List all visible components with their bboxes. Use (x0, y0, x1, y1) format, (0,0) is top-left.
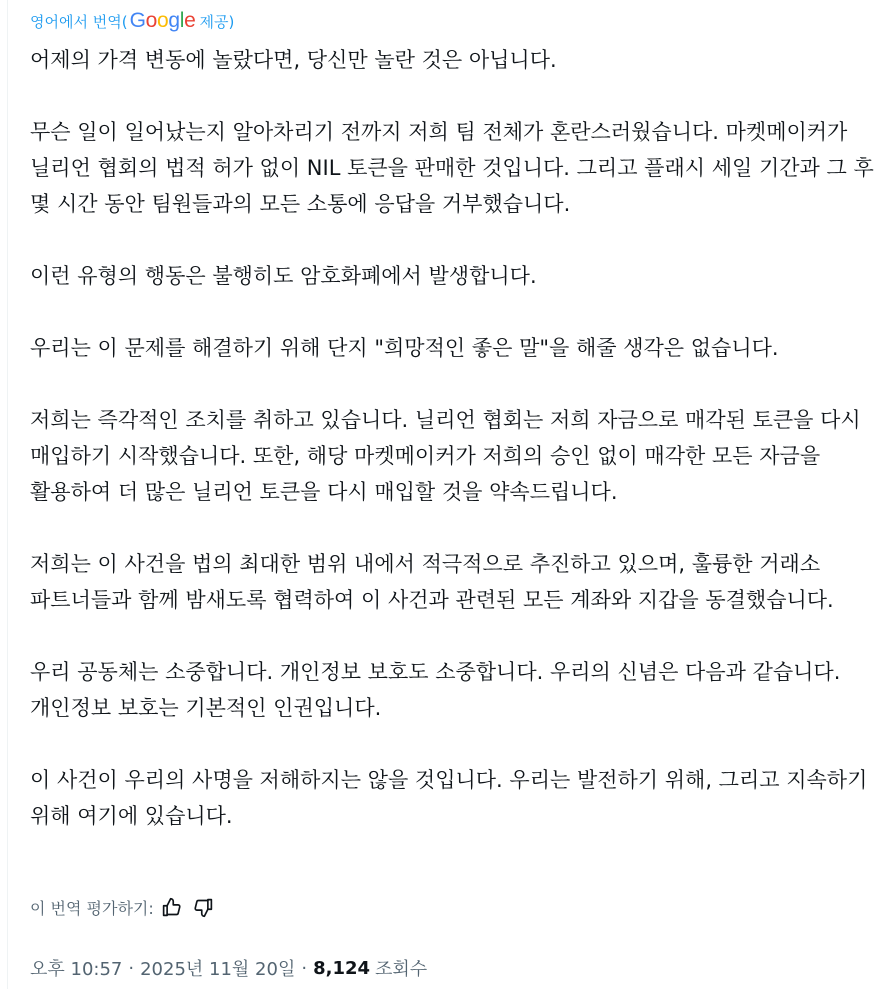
paragraph: 이 사건이 우리의 사명을 저해하지는 않을 것입니다. 우리는 발전하기 위해, 그리고 지속하기 위해 여기에 있습니다. (30, 768, 868, 828)
rate-translation-label: 이 번역 평가하기: (30, 898, 154, 918)
google-letter: l (179, 9, 185, 32)
date-link[interactable]: 2025년 11월 20일 (140, 959, 296, 980)
google-letter: e (184, 9, 196, 32)
thread-line (7, 0, 8, 989)
google-letter: g (168, 9, 180, 32)
separator: · (301, 957, 308, 979)
paragraph: 저희는 이 사건을 법의 최대한 범위 내에서 적극적으로 추진하고 있으며, 훌륭한 거래소 파트너들과 함께 밤새도록 협력하여 이 사건과 관련된 모든 계좌와 지갑을 동결했습니다. (30, 552, 834, 612)
provided-label: 제공) (199, 12, 235, 31)
thumbs-down-button[interactable] (190, 893, 218, 921)
paragraph: 어제의 가격 변동에 놀랐다면, 당신만 놀란 것은 아닙니다. (30, 48, 557, 72)
thumbs-up-button[interactable] (158, 893, 186, 921)
translated-text (30, 42, 886, 834)
views-count: 8,124 (313, 957, 371, 979)
google-letter: o (157, 9, 169, 32)
tweet-meta (30, 952, 427, 984)
paragraph: 무슨 일이 일어났는지 알아차리기 전까지 저희 팀 전체가 혼란스러웠습니다. 마켓메이커가 닐리언 협회의 법적 허가 없이 NIL 토큰을 판매한 것입니다. 그리고 플래시 세일 기간과 그 후 몇 시간 동안 팀원들과의 모든 소통에 응답을 거부했습니다. (30, 120, 874, 216)
translation-attribution (30, 6, 886, 36)
separator: · (128, 957, 135, 979)
paragraph: 저희는 즉각적인 조치를 취하고 있습니다. 닐리언 협회는 저희 자금으로 매각된 토큰을 다시 매입하기 시작했습니다. 또한, 해당 마켓메이커가 저희의 승인 없이 매각한 모든 자금을 활용하여 더 많은 닐리언 토큰을 다시 매입할 것을 약속드립니다. (30, 408, 861, 504)
paragraph: 이런 유형의 행동은 불행히도 암호화폐에서 발생합니다. (30, 264, 537, 288)
paragraph: 우리 공동체는 소중합니다. 개인정보 보호도 소중합니다. 우리의 신념은 다음과 같습니다. 개인정보 보호는 기본적인 인권입니다. (30, 660, 841, 720)
translated-from-link[interactable]: 영어에서 번역( (30, 12, 128, 31)
thumbs-up-icon (161, 897, 182, 918)
rate-translation (30, 891, 218, 923)
views-label: 조회수 (375, 959, 428, 980)
thumbs-down-icon (193, 897, 214, 918)
tweet-translation (30, 6, 886, 834)
google-letter: G (129, 9, 146, 32)
google-letter: o (145, 9, 157, 32)
timestamp-link[interactable]: 오후 10:57 (30, 959, 123, 980)
google-logo (130, 9, 196, 33)
paragraph: 우리는 이 문제를 해결하기 위해 단지 "희망적인 좋은 말"을 해줄 생각은 없습니다. (30, 336, 779, 360)
